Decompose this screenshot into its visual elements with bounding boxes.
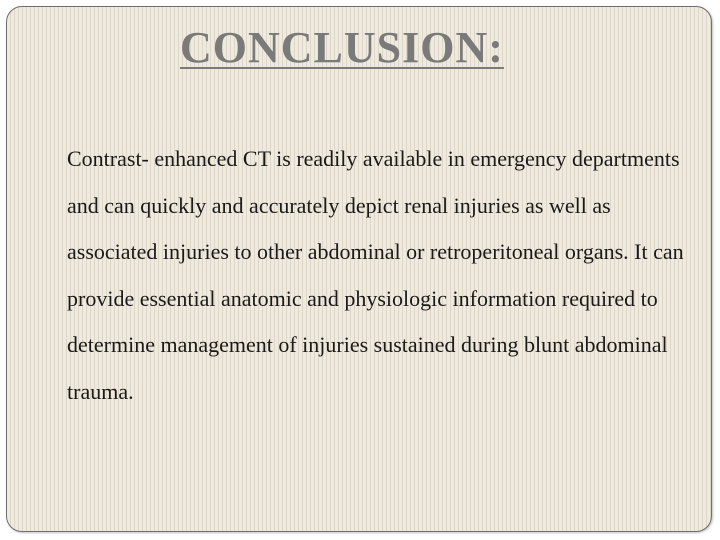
slide-title: CONCLUSION: [180, 23, 504, 72]
conclusion-paragraph: Contrast- enhanced CT is readily available in emergency departments and can quickly and accurately depict renal injuries as well as associated injuries to other abdominal or retroperitoneal organs. It can provide essential anatomic and physiologic information required to determine management of injuries sustained during blunt abdominal trauma. [67, 146, 684, 404]
